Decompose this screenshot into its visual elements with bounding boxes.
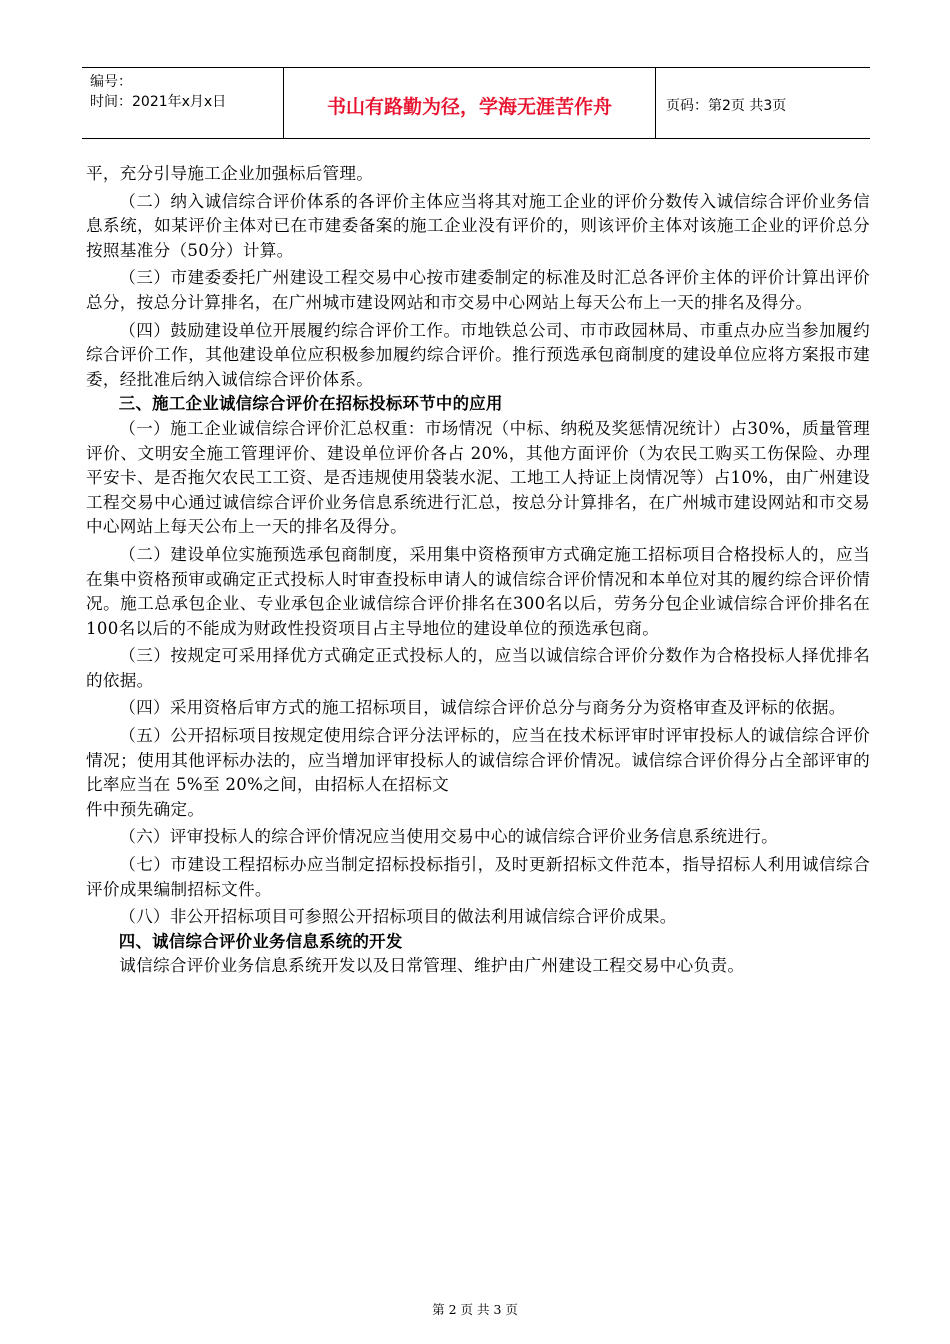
page-footer: 第 2 页 共 3 页 xyxy=(432,1302,518,1317)
paragraph: （三）市建委委托广州建设工程交易中心按市建委制定的标准及时汇总各评价主体的评价计算出评价总分，按总分计算排名，在广州城市建设网站和市交易中心网站上每天公布上一天的排名及得分。 xyxy=(86,268,870,312)
paragraph: （二）建设单位实施预选承包商制度，采用集中资格预审方式确定施工招标项目合格投标人的，应当在集中资格预审或确定正式投标人时审查投标申请人的诚信综合评价情况和本单位对其的履约综合评价情况。施工总承包企业、专业承包企业诚信综合评价排名在300名以后，劳务分包企业诚信综合评价排名在100名以后的不能成为财政性投资项目占主导地位的建设单位的预选承包商。 xyxy=(86,544,870,638)
header-motto: 书山有路勤为径，学海无涯苦作舟 xyxy=(284,68,656,138)
paragraph: （四）采用资格后审方式的施工招标项目，诚信综合评价总分与商务分为资格审查及评标的依据。 xyxy=(119,698,846,718)
paragraph: （四）鼓励建设单位开展履约综合评价工作。市地铁总公司、市市政园林局、市重点办应当参加履约综合评价工作，其他建设单位应积极参加履约综合评价。推行预选承包商制度的建设单位应将方案报市建委，经批准后纳入诚信综合评价体系。 xyxy=(86,320,870,389)
page-header xyxy=(82,67,870,139)
section-heading: 四、诚信综合评价业务信息系统的开发 xyxy=(118,931,403,951)
paragraph: （五）公开招标项目按规定使用综合评分法评标的，应当在技术标评审时评审投标人的诚信综合评价情况；使用其他评标办法的，应当增加评审投标人的诚信综合评价情况。诚信综合评价得分占全部评审的比率应当在 5%至 20%之间，由招标人在招标文 xyxy=(86,726,870,795)
paragraph: 平，充分引导施工企业加强标后管理。 xyxy=(86,164,374,183)
paragraph: 件中预先确定。 xyxy=(86,799,205,819)
paragraph: （一）施工企业诚信综合评价汇总权重：市场情况（中标、纳税及奖惩情况统计）占30%，质量管理评价、文明安全施工管理评价、建设单位评价各占 20%，其他方面评价（为农民工购买工伤保险、办理平安卡、是否拖欠农民工工资、是否违规使用袋装水泥、工地工人持证上岗情况等）占10%，由广州建设工程交易中心通过诚信综合评价业务信息系统进行汇总，按总分计算排名，在广州城市建设网站和市交易中心网站上每天公布上一天的排名及得分。 xyxy=(86,418,870,537)
paragraph: 诚信综合评价业务信息系统开发以及日常管理、维护由广州建设工程交易中心负责。 xyxy=(119,956,745,976)
header-page-number: 页码：第2页 共3页 xyxy=(666,98,787,114)
paragraph: （七）市建设工程招标办应当制定招标投标指引，及时更新招标文件范本，指导招标人利用诚信综合评价成果编制招标文件。 xyxy=(86,855,870,899)
paragraph: （三）按规定可采用择优方式确定正式投标人的，应当以诚信综合评价分数作为合格投标人择优排名的依据。 xyxy=(86,646,870,690)
paragraph: （八）非公开招标项目可参照公开招标项目的做法利用诚信综合评价成果。 xyxy=(119,907,677,927)
document-body xyxy=(86,162,870,979)
header-meta xyxy=(82,68,284,138)
paragraph: （二）纳入诚信综合评价体系的各评价主体应当将其对施工企业的评价分数传入诚信综合评价业务信息系统，如某评价主体对已在市建委备案的施工企业没有评价的，则该评价主体对该施工企业的评价总分按照基准分（50分）计算。 xyxy=(86,191,870,260)
section-heading: 三、施工企业诚信综合评价在招标投标环节中的应用 xyxy=(118,394,503,414)
document-number: 编号： xyxy=(90,74,132,90)
document-date: 时间：2021年x月x日 xyxy=(90,94,227,110)
paragraph: （六）评审投标人的综合评价情况应当使用交易中心的诚信综合评价业务信息系统进行。 xyxy=(119,827,779,847)
